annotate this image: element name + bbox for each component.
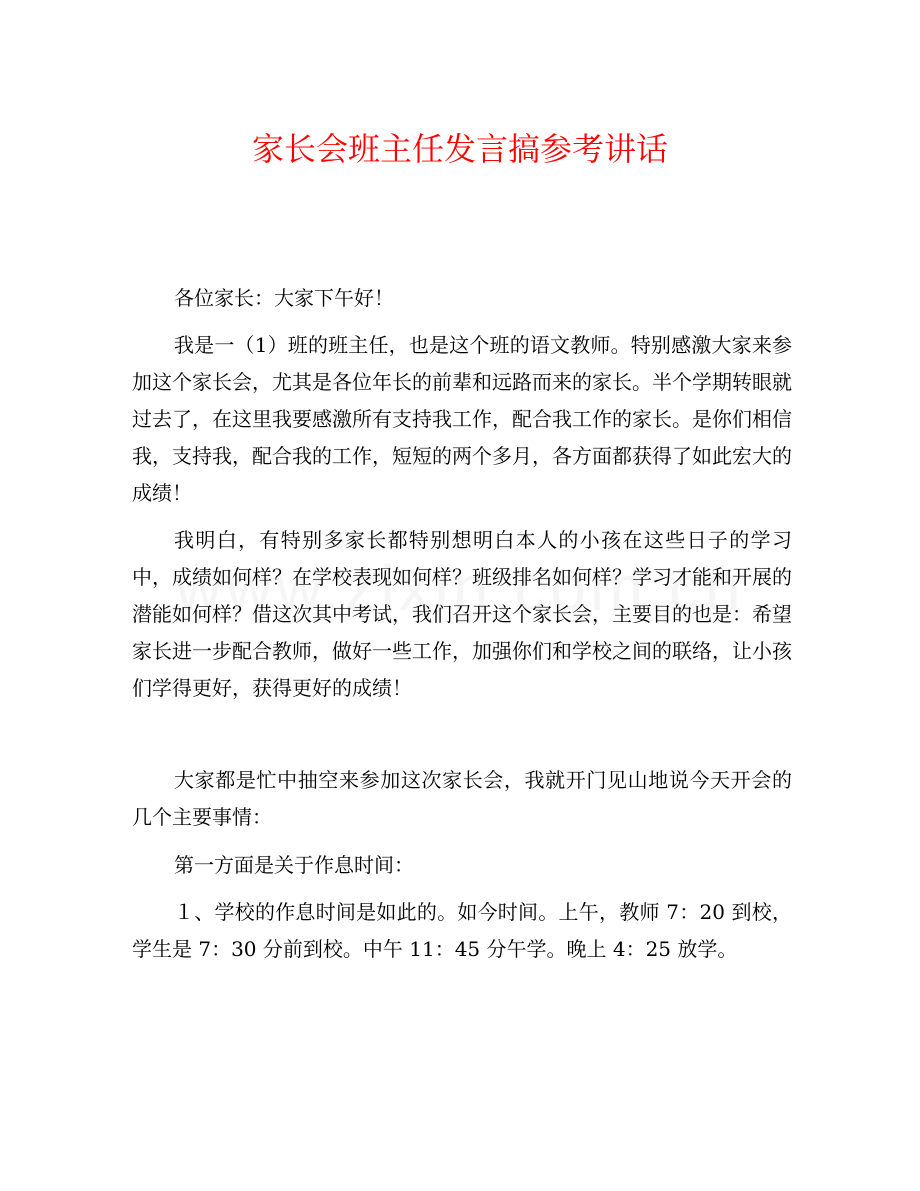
- document-title: 家长会班主任发言搞参考讲话: [251, 130, 668, 168]
- schedule-paragraph: １、学校的作息时间是如此的。如今时间。上午，教师 7：20 到校，学生是 7：30 分前到校。中午 11：45 分午学。晚上 4：25 放学。: [132, 900, 792, 961]
- intro-paragraph: 我是一（1）班的班主任，也是这个班的语文教师。特别感激大家来参加这个家长会，尤其是各位年长的前辈和远路而来的家长。半个学期转眼就过去了，在这里我要感激所有支持我工作，配合我工作的家长。是你们相信我，支持我，配合我的工作，短短的两个多月，各方面都获得了如此宏大的成绩！: [132, 333, 792, 505]
- section-heading-paragraph: 第一方面是关于作息时间：: [174, 853, 414, 877]
- document-body: [132, 280, 792, 968]
- agenda-intro-paragraph: 大家都是忙中抽空来参加这次家长会，我就开门见山地说今天开会的几个主要事情：: [132, 768, 792, 829]
- greeting-paragraph: 各位家长：大家下午好！: [174, 286, 394, 310]
- purpose-paragraph: 我明白，有特别多家长都特别想明白本人的小孩在这些日子的学习中，成绩如何样？在学校表现如何样？班级排名如何样？学习才能和开展的潜能如何样？借这次其中考试，我们召开这个家长会，主要目的也是：希望家长进一步配合教师，做好一些工作，加强你们和学校之间的联络，让小孩们学得更好，获得更好的成绩！: [132, 528, 792, 700]
